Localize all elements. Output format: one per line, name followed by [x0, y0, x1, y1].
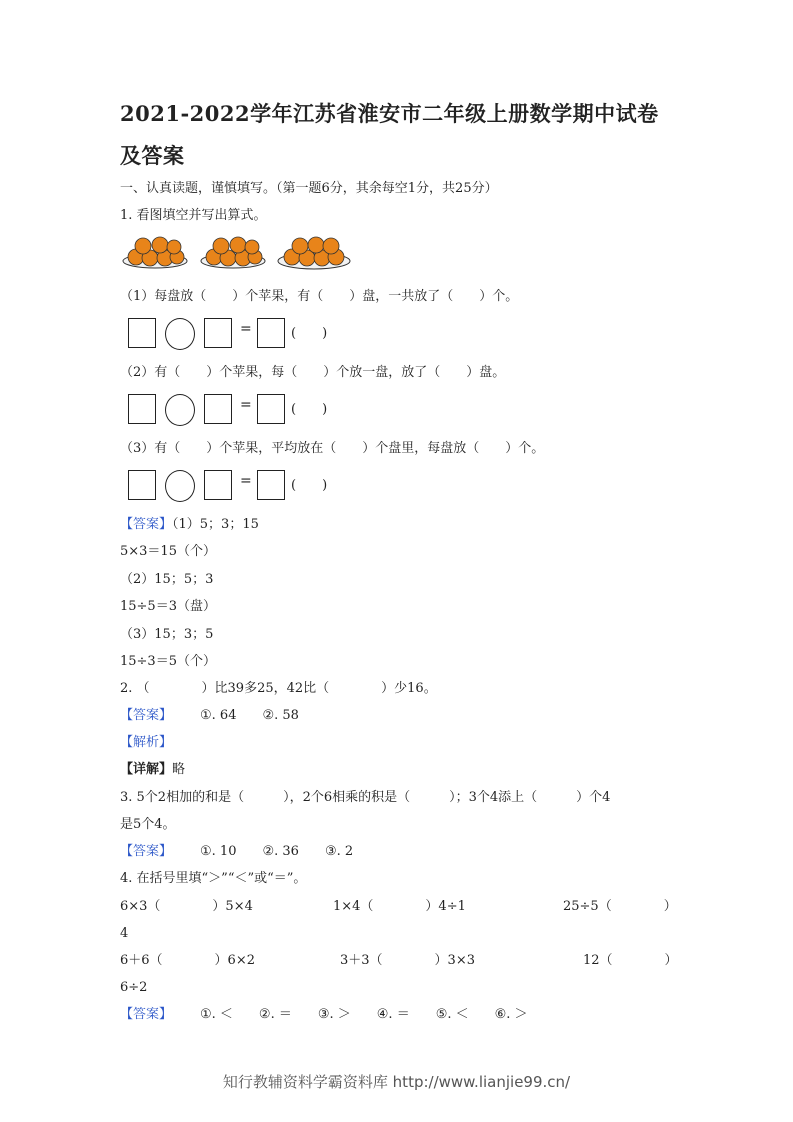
answer-2 — [120, 707, 299, 725]
footer-watermark: 知行教辅资料学霸资料库 http://www.lianjie99.cn/ — [222, 1073, 571, 1091]
detail-line — [120, 761, 185, 779]
unit-blank: ( ) — [291, 326, 328, 341]
answer-3 — [120, 843, 353, 861]
question-2-stem: 2. （ ）比39多25，42比（ ）少16。 — [120, 681, 437, 696]
answer-4 — [120, 1006, 528, 1024]
answer-box[interactable] — [204, 394, 232, 424]
question-1-stem: 1. 看图填空并写出算式。 — [120, 208, 267, 223]
question-1-part-3: （3）有（ ）个苹果，平均放在（ ）个盘里，每盘放（ ）个。 — [120, 441, 545, 456]
compare-item-6: 12（ ） — [583, 953, 678, 968]
answer-text: ①. 64 ②. 58 — [200, 708, 299, 723]
answer-box[interactable] — [257, 394, 285, 424]
detail-text: 略 — [172, 762, 186, 777]
section-heading: 一、认真读题，谨慎填写。（第一题6分，其余每空1分，共25分） — [120, 181, 498, 196]
compare-item-3-wrap: 4 — [120, 926, 129, 941]
compare-item-6-wrap: 6÷2 — [120, 980, 148, 995]
question-3-stem-line-1: 3. 5个2相加的和是（ ），2个6相乘的积是（ ）；3个4添上（ ）个4 — [120, 790, 611, 805]
equals-sign: = — [240, 321, 252, 337]
compare-item-2: 1×4（ ）4÷1 — [333, 899, 466, 914]
equals-sign: = — [240, 397, 252, 413]
answer-1-line-1 — [120, 516, 259, 534]
answer-1-line-4: 15÷5＝3（盘） — [120, 599, 216, 614]
operator-circle[interactable] — [165, 470, 195, 502]
question-1-part-1: （1）每盘放（ ）个苹果，有（ ）盘，一共放了（ ）个。 — [120, 289, 519, 304]
compare-item-4: 6＋6（ ）6×2 — [120, 953, 255, 968]
operator-circle[interactable] — [165, 394, 195, 426]
question-1-part-2: （2）有（ ）个苹果，每（ ）个放一盘，放了（ ）盘。 — [120, 365, 506, 380]
answer-text: ①. 10 ②. 36 ③. 2 — [200, 844, 354, 859]
answer-1-line-3: （2）15；5；3 — [120, 572, 214, 587]
answer-tag: 【答案】 — [120, 517, 173, 532]
answer-box[interactable] — [204, 470, 232, 500]
answer-1-line-2: 5×3＝15（个） — [120, 544, 216, 559]
unit-blank: ( ) — [291, 402, 328, 417]
detail-tag: 【详解】 — [120, 762, 173, 777]
plate-3 — [278, 237, 350, 269]
compare-item-5: 3＋3（ ）3×3 — [340, 953, 475, 968]
page-title: 2021-2022学年江苏省淮安市二年级上册数学期中试卷及答案 — [120, 101, 659, 168]
answer-box[interactable] — [257, 318, 285, 348]
answer-text: （1）5；3；15 — [172, 517, 259, 532]
answer-tag: 【答案】 — [120, 844, 173, 859]
answer-box[interactable] — [128, 470, 156, 500]
unit-blank: ( ) — [291, 478, 328, 493]
answer-text: ①. ＜ ②. ＝ ③. ＞ ④. ＝ ⑤. ＜ ⑥. ＞ — [200, 1007, 528, 1022]
answer-box[interactable] — [128, 394, 156, 424]
answer-box[interactable] — [128, 318, 156, 348]
question-4-stem: 4. 在括号里填“＞”“＜”或“＝”。 — [120, 871, 307, 886]
compare-item-1: 6×3（ ）5×4 — [120, 899, 253, 914]
answer-tag: 【答案】 — [120, 1007, 173, 1022]
answer-box[interactable] — [257, 470, 285, 500]
answer-box[interactable] — [204, 318, 232, 348]
plate-2 — [201, 237, 265, 268]
question-3-stem-line-2: 是5个4。 — [120, 817, 176, 832]
operator-circle[interactable] — [165, 318, 195, 350]
answer-1-line-6: 15÷3＝5（个） — [120, 654, 216, 669]
answer-1-line-5: （3）15；3；5 — [120, 627, 214, 642]
analysis-tag: 【解析】 — [120, 735, 173, 750]
apple-plates-illustration — [122, 232, 354, 276]
equals-sign: = — [240, 473, 252, 489]
answer-tag: 【答案】 — [120, 708, 173, 723]
compare-item-3: 25÷5（ ） — [563, 899, 677, 914]
plate-1 — [123, 237, 187, 268]
